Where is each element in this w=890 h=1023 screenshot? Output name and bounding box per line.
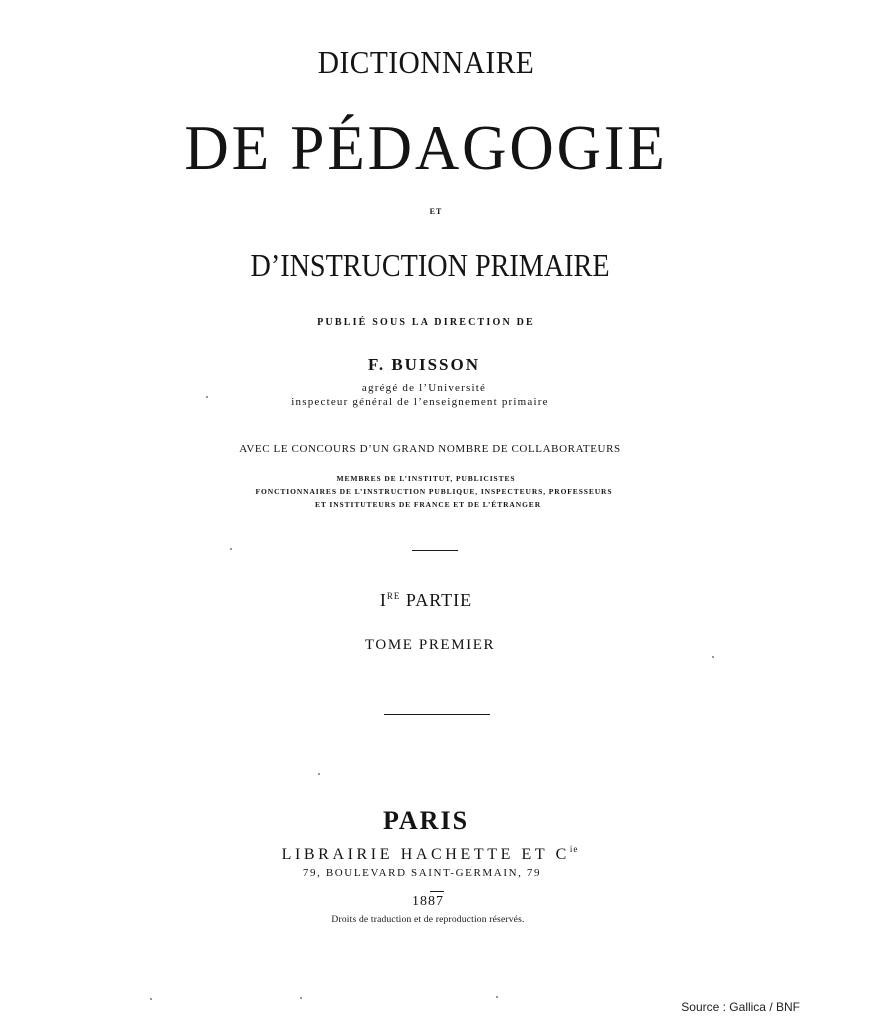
part-word: PARTIE bbox=[405, 590, 473, 610]
imprint-address: 79, BOULEVARD SAINT-GERMAIN, 79 bbox=[302, 867, 542, 879]
editor-name: F. BUISSON bbox=[368, 355, 480, 374]
scan-speck bbox=[318, 773, 320, 775]
part-number: I bbox=[379, 590, 387, 610]
part-ordinal: RE bbox=[386, 591, 401, 601]
contributors-intro: AVEC LE CONCOURS D’UN GRAND NOMBRE DE COLLABORATEURS bbox=[239, 443, 621, 455]
scan-speck bbox=[300, 997, 302, 999]
divider-rule-lower bbox=[384, 714, 490, 715]
volume-heading: TOME PREMIER bbox=[364, 637, 496, 653]
title-line-dictionnaire: DICTIONNAIRE bbox=[317, 44, 535, 80]
scan-speck bbox=[712, 656, 714, 658]
imprint-publisher bbox=[0, 845, 860, 863]
publisher-name: LIBRAIRIE HACHETTE ET C bbox=[281, 846, 570, 863]
editor-title-line-1: agrégé de l’Université bbox=[361, 382, 487, 394]
divider-rule-upper bbox=[412, 550, 458, 551]
title-line-pedagogie: DE PÉDAGOGIE bbox=[184, 112, 668, 183]
imprint-city: PARIS bbox=[382, 806, 470, 835]
contributors-line-3: ET INSTITUTEURS DE FRANCE ET DE L’ÉTRANGER bbox=[314, 500, 542, 509]
part-heading bbox=[0, 591, 856, 609]
published-under-text: PUBLIÉ SOUS LA DIRECTION DE bbox=[317, 317, 535, 328]
scan-speck bbox=[150, 998, 152, 1000]
contributors-line-2: FONCTIONNAIRES DE L’INSTRUCTION PUBLIQUE, INSPECTEURS, PROFESSEURS bbox=[255, 487, 613, 496]
scan-speck bbox=[230, 548, 232, 550]
divider-rule-year bbox=[430, 891, 444, 892]
title-conjunction: ET bbox=[429, 207, 443, 216]
scan-speck bbox=[496, 996, 498, 998]
source-credit: Source : Gallica / BNF bbox=[681, 1000, 800, 1014]
publisher-suffix: ie bbox=[569, 844, 579, 854]
scan-speck bbox=[206, 396, 208, 398]
contributors-line-1: MEMBRES DE L’INSTITUT, PUBLICISTES bbox=[336, 474, 516, 483]
imprint-year: 1887 bbox=[412, 894, 444, 909]
editor-title-line-2: inspecteur général de l’enseignement primaire bbox=[291, 396, 549, 408]
rights-notice: Droits de traduction et de reproduction réservés. bbox=[331, 915, 525, 925]
title-line-instruction: D’INSTRUCTION PRIMAIRE bbox=[250, 247, 610, 283]
